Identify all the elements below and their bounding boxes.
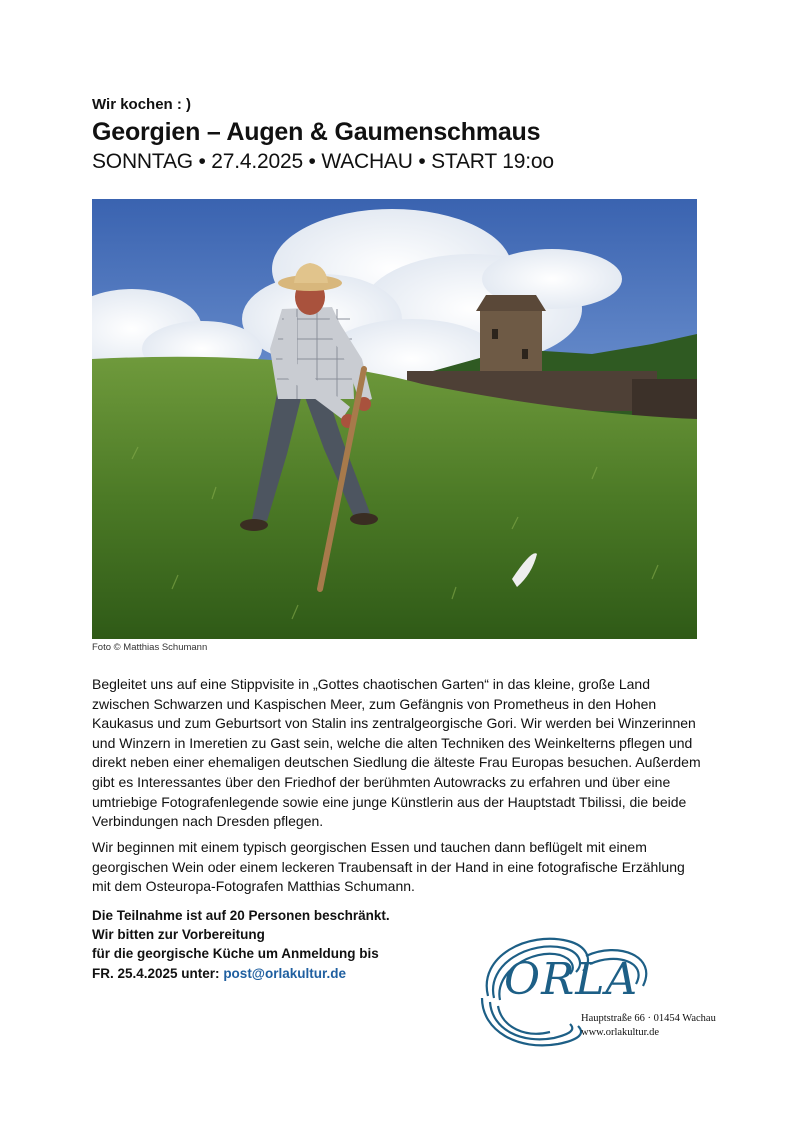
event-title: Georgien – Augen & Gaumenschmaus (92, 118, 541, 146)
event-date-line: SONNTAG • 27.4.2025 • WACHAU • START 19:oo (92, 150, 554, 173)
notice-line-2: Wir bitten zur Vorbereitung (92, 927, 265, 943)
logo-website[interactable]: www.orlakultur.de (581, 1027, 660, 1038)
registration-notice (92, 906, 390, 983)
description-paragraph-1: Begleitet uns auf eine Stippvisite in „Gottes chaotischen Garten“ in das kleine, große Land zwischen Schwarzen und Kaspischen Meer, zum Gefängnis von Prometheus in den Hohen Kaukasus und zum Geburtsort von Stalin ins zentralgeorgische Gori. Wir werden bei Winzerinnen und Winzern in Imeretien zu Gast sein, welche die alten Techniken des Weinkelterns pflegen und direkt neben einer ehemaligen deutschen Siedlung die älteste Frau Europas besuchen. Außerdem gibt es Interessantes über den Friedhof der berühmten Autowracks zu erfahren und über eine umtriebige Fotografenlegende sowie eine junge Künstlerin aus der Hauptstadt Tbilissi, die beide Verbindungen nach Dresden pflegen. (92, 676, 701, 830)
notice-line-3: für die georgische Küche um Anmeldung bis (92, 946, 379, 962)
logo-name: ORLA (504, 954, 639, 1005)
event-photo (92, 199, 697, 639)
kicker-text: Wir kochen : ) (92, 96, 192, 113)
photo-illustration (92, 199, 697, 639)
description-paragraph-2: Wir beginnen mit einem typisch georgischen Essen und tauchen dann beflügelt mit einem georgischen Wein oder einem leckeren Traubensaft in der Hand in eine fotografische Erzählung mit dem Osteuropa-Fotografen Matthias Schumann. (92, 839, 685, 895)
deadline-text: FR. 25.4.2025 unter: (92, 965, 224, 981)
orla-logo (468, 926, 728, 1056)
photo-credit: Foto © Matthias Schumann (92, 642, 208, 653)
notice-line-4 (92, 964, 390, 983)
logo-address: Hauptstraße 66 · 01454 Wachau (581, 1013, 716, 1024)
notice-line-1: Die Teilnahme ist auf 20 Personen beschränkt. (92, 908, 390, 923)
email-link[interactable]: post@orlakultur.de (223, 965, 346, 981)
